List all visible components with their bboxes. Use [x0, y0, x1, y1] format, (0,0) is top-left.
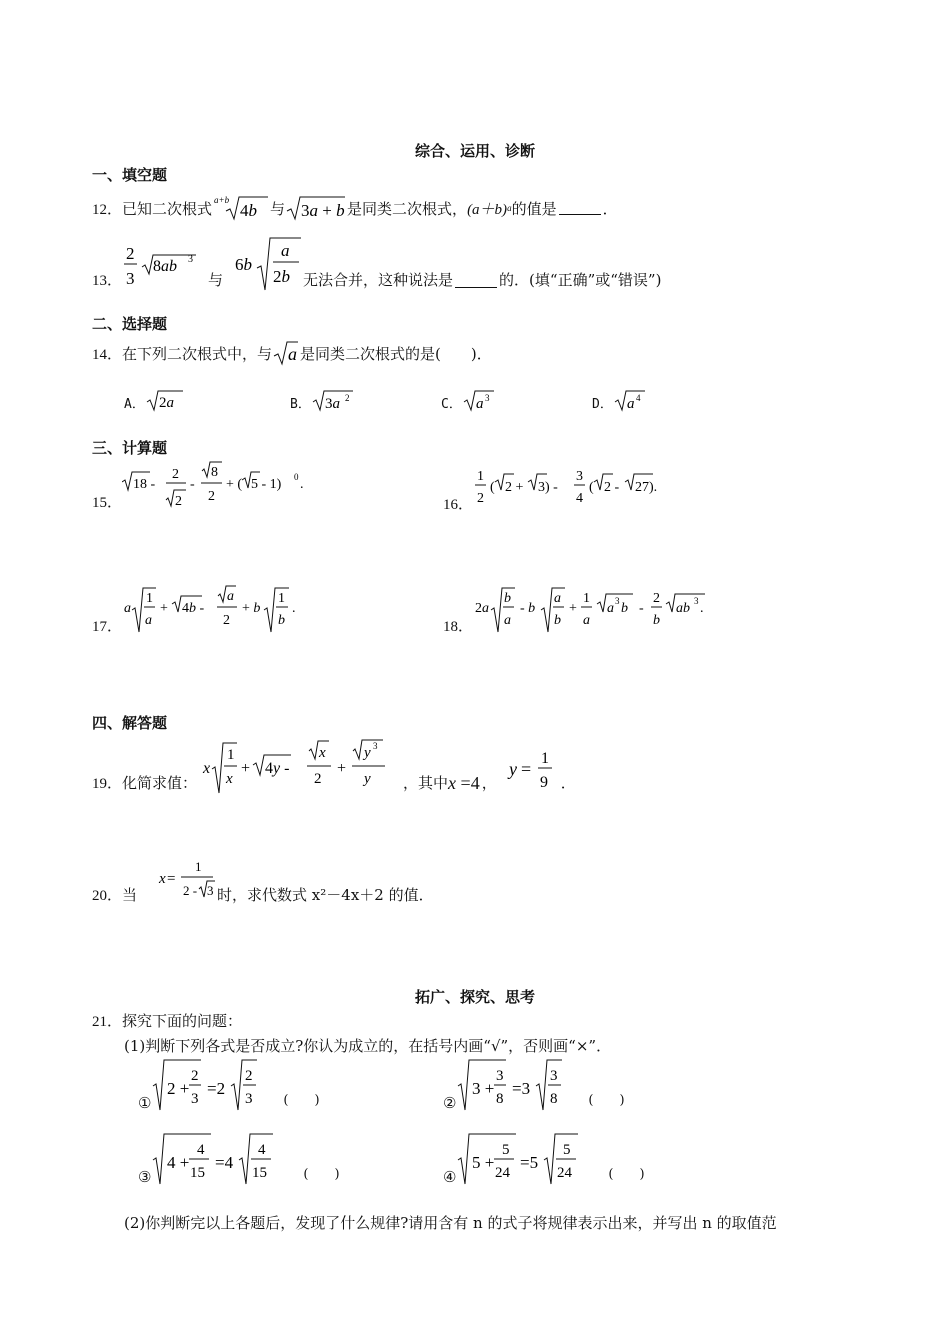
question-text: ．: [602, 199, 618, 218]
item-4: [443, 1128, 646, 1190]
svg-text:1: 1: [540, 750, 549, 767]
svg-text:a: a: [607, 601, 615, 616]
svg-text:+: +: [337, 760, 347, 777]
identity-expression: [456, 1056, 586, 1116]
svg-text:.: .: [292, 601, 296, 616]
question-text: ．: [560, 774, 576, 792]
answer-parentheses[interactable]: ( ): [608, 1167, 645, 1182]
svg-text:1: 1: [195, 859, 202, 874]
svg-text:.: .: [300, 477, 304, 492]
expression-19: [197, 737, 397, 797]
svg-text:3: 3: [550, 1068, 558, 1084]
svg-text:4: 4: [258, 1142, 266, 1158]
svg-text:4b -: 4b -: [182, 601, 205, 616]
svg-text:6b: 6b: [235, 255, 253, 274]
question-14: [92, 338, 492, 368]
question-text: 是同类二次根式的是( )．: [300, 344, 492, 363]
svg-text:1: 1: [227, 747, 235, 763]
svg-text:2: 2: [245, 1068, 253, 1084]
svg-text:2 -: 2 -: [604, 480, 620, 495]
svg-text:8: 8: [550, 1091, 558, 1107]
svg-text:2 -: 2 -: [183, 883, 198, 898]
question-21-part2: (2)你判断完以上各题后，发现了什么规律?请用含有 n 的式子将规律表示出来，并写出 n 的取值范: [124, 1214, 777, 1232]
question-number: 20．: [92, 888, 123, 904]
svg-text:1: 1: [146, 591, 154, 606]
radical-expression: [311, 386, 355, 416]
svg-text:1: 1: [278, 591, 286, 606]
question-number: 15．: [92, 495, 123, 511]
svg-text:x: x: [203, 760, 211, 777]
svg-text:2: 2: [191, 1068, 199, 1084]
svg-text:1: 1: [477, 469, 485, 484]
svg-text:27).: 27).: [635, 480, 658, 495]
svg-text:3: 3: [207, 883, 214, 898]
expression-18: [473, 582, 733, 638]
svg-text:-: -: [190, 477, 195, 492]
svg-text:9: 9: [539, 774, 548, 791]
answer-blank[interactable]: [455, 275, 497, 288]
item-marker: ②: [443, 1094, 457, 1112]
question-text: ，其中: [403, 774, 449, 792]
question-text: 的值是: [511, 199, 557, 218]
identity-expression: [151, 1130, 301, 1190]
svg-text:4 +: 4 +: [167, 1153, 190, 1172]
question-12: [92, 193, 618, 223]
question-text: 与: [208, 271, 224, 289]
svg-text:+: +: [569, 601, 577, 616]
svg-text:2 +: 2 +: [167, 1079, 190, 1098]
svg-text:a: a: [124, 601, 132, 616]
svg-text:3: 3: [191, 1091, 199, 1107]
identity-expression: [151, 1056, 281, 1116]
svg-text:15: 15: [252, 1165, 268, 1181]
option-b[interactable]: [290, 384, 355, 416]
math-condition-x: [137, 855, 217, 909]
svg-text:3: 3: [126, 269, 135, 288]
radical-expression: [613, 386, 647, 416]
svg-text:3: 3: [373, 741, 378, 751]
svg-text:3: 3: [576, 469, 584, 484]
svg-text:0: 0: [294, 472, 299, 482]
svg-text:=3: =3: [512, 1079, 531, 1098]
svg-text:3: 3: [694, 596, 699, 606]
svg-text:a: a: [281, 241, 290, 260]
fraction-radical-expression: [122, 234, 200, 294]
question-text: 是同类二次根式，: [347, 199, 468, 218]
question-text: 的．(填“正确”或“错误”): [499, 271, 662, 289]
svg-text:3: 3: [484, 393, 490, 403]
svg-text:3: 3: [245, 1091, 253, 1107]
svg-text:2a: 2a: [158, 395, 174, 411]
question-text: 无法合并，这种说法是: [303, 271, 454, 289]
svg-text:4b: 4b: [240, 201, 258, 220]
svg-text:a: a: [504, 613, 512, 628]
expression-15: [122, 460, 332, 514]
svg-text:8: 8: [211, 465, 219, 480]
svg-text:+: +: [241, 760, 251, 777]
svg-text:a: a: [227, 589, 235, 604]
section-solve: 四、解答题: [92, 714, 168, 732]
svg-text:2b: 2b: [273, 267, 291, 286]
question-21-intro: [92, 1010, 242, 1031]
svg-text:x: x: [226, 771, 233, 787]
svg-text:a: a: [288, 344, 298, 364]
svg-text:5 - 1): 5 - 1): [251, 477, 282, 492]
svg-text:a: a: [475, 396, 484, 412]
question-number: 17．: [92, 619, 123, 635]
option-label: B．: [290, 397, 311, 412]
svg-text:2a: 2a: [475, 601, 490, 616]
question-17: [92, 582, 332, 638]
question-text: ，: [481, 774, 497, 792]
expression-17: [122, 582, 332, 638]
svg-text:+: +: [160, 601, 168, 616]
item-2: [443, 1056, 626, 1116]
radical-expression: [272, 338, 300, 368]
svg-text:2: 2: [653, 591, 661, 606]
svg-text:5: 5: [502, 1142, 510, 1158]
svg-text:15: 15: [190, 1165, 206, 1181]
question-number: 19．: [92, 776, 123, 792]
svg-text:y: y: [508, 759, 517, 779]
option-label: D．: [592, 397, 613, 412]
svg-text:3: 3: [188, 254, 194, 265]
svg-text:2: 2: [344, 393, 350, 403]
question-19: [92, 733, 576, 797]
section-title-extension: 拓广、探究、思考: [414, 988, 535, 1006]
question-18: [443, 582, 733, 638]
svg-text:x: x: [319, 745, 326, 761]
radical-expression: [462, 386, 496, 416]
svg-text:3) -: 3) -: [538, 480, 558, 495]
svg-text:=5: =5: [520, 1153, 539, 1172]
svg-text:4: 4: [197, 1142, 205, 1158]
svg-text:a: a: [626, 396, 635, 412]
svg-text:4: 4: [576, 491, 584, 506]
answer-parentheses[interactable]: ( ): [283, 1093, 320, 1108]
answer-parentheses[interactable]: ( ): [588, 1093, 625, 1108]
section-calculation: 三、计算题: [92, 439, 168, 457]
svg-text:-: -: [639, 601, 644, 616]
svg-text:+ (: + (: [226, 477, 243, 492]
question-text: 当: [122, 886, 138, 904]
expression-16: [473, 462, 713, 516]
section-multiple-choice: 二、选择题: [92, 315, 168, 333]
math-expression: (a＋b): [467, 201, 508, 218]
svg-text:3: 3: [615, 596, 620, 606]
svg-text:3 +: 3 +: [472, 1079, 495, 1098]
math-condition-x: x =4: [448, 773, 480, 793]
svg-text:+ b: + b: [242, 601, 261, 616]
svg-text:18 -: 18 -: [133, 477, 156, 492]
svg-text:8: 8: [496, 1091, 504, 1107]
svg-text:3a: 3a: [324, 396, 340, 412]
math-exponent: a: [507, 203, 512, 213]
question-number: 18．: [443, 619, 474, 635]
question-text: 与: [270, 199, 286, 218]
radical-expression: [233, 234, 303, 294]
svg-text:2 +: 2 +: [505, 480, 524, 495]
question-21-part1: (1)判断下列各式是否成立?你认为成立的，在括号内画“√”，否则画“×”．: [124, 1037, 612, 1055]
svg-text:b: b: [504, 591, 512, 606]
item-3: [138, 1128, 341, 1190]
svg-text:ab: ab: [676, 601, 691, 616]
radical-expression: [145, 386, 185, 416]
svg-text:a: a: [554, 591, 562, 606]
svg-text:=4: =4: [215, 1153, 234, 1172]
svg-text:.: .: [700, 601, 704, 616]
svg-text:1: 1: [583, 591, 591, 606]
svg-text:24: 24: [557, 1165, 573, 1181]
svg-text:5 +: 5 +: [472, 1153, 495, 1172]
svg-text:2: 2: [314, 771, 322, 787]
question-text: 化简求值：: [122, 774, 198, 792]
option-label: C．: [441, 397, 462, 412]
svg-text:2: 2: [477, 491, 485, 506]
question-number: 13．: [92, 273, 123, 289]
svg-text:b: b: [278, 613, 286, 628]
answer-blank[interactable]: [559, 202, 601, 215]
question-text: 探究下面的问题：: [122, 1012, 243, 1030]
svg-text:=2: =2: [207, 1079, 226, 1098]
svg-text:a+b: a+b: [214, 195, 230, 205]
answer-parentheses[interactable]: ( ): [303, 1167, 340, 1182]
item-marker: ③: [138, 1168, 152, 1186]
svg-text:24: 24: [495, 1165, 511, 1181]
radical-expression: [285, 193, 347, 223]
svg-text:2: 2: [208, 489, 216, 504]
item-marker: ④: [443, 1168, 457, 1186]
svg-text:2: 2: [175, 494, 183, 509]
question-number: 14．: [92, 346, 123, 363]
svg-text:y: y: [364, 771, 371, 787]
question-text: 已知二次根式: [122, 199, 213, 218]
question-number: 12．: [92, 201, 123, 218]
svg-text:3a + b: 3a + b: [301, 201, 345, 220]
question-16: [443, 462, 713, 516]
svg-text:b: b: [653, 613, 661, 628]
svg-text:3: 3: [496, 1068, 504, 1084]
math-condition-y: [507, 737, 561, 797]
svg-text:a: a: [583, 613, 591, 628]
svg-text:2: 2: [172, 467, 180, 482]
question-15: [92, 460, 332, 514]
svg-text:2: 2: [126, 244, 135, 263]
question-13: [92, 234, 661, 294]
option-label: A．: [124, 397, 145, 412]
svg-text:a: a: [145, 613, 153, 628]
question-20: [92, 855, 434, 909]
svg-text:b: b: [554, 613, 562, 628]
section-title-main: 综合、运用、诊断: [414, 142, 535, 160]
svg-text:b: b: [621, 601, 629, 616]
svg-text:4: 4: [635, 393, 641, 403]
svg-text:x: x: [159, 871, 166, 887]
radical-expression: [212, 193, 270, 223]
svg-text:(: (: [490, 480, 495, 495]
svg-text:2: 2: [223, 613, 231, 628]
svg-text:8ab: 8ab: [153, 258, 178, 275]
question-text: 时，求代数式 x²－4x＋2 的值．: [217, 886, 434, 904]
svg-text:- b: - b: [520, 601, 536, 616]
question-number: 16．: [443, 497, 474, 513]
svg-text:5: 5: [563, 1142, 571, 1158]
item-1: [138, 1056, 321, 1116]
section-fill-blank: 一、填空题: [92, 166, 168, 184]
svg-text:y: y: [364, 745, 371, 761]
question-text: 在下列二次根式中，与: [122, 344, 273, 363]
svg-text:4y -: 4y -: [265, 760, 290, 777]
option-c[interactable]: [441, 384, 496, 416]
question-number: 21．: [92, 1014, 123, 1030]
item-marker: ①: [138, 1094, 152, 1112]
identity-expression: [456, 1130, 606, 1190]
svg-text:=: =: [520, 759, 531, 779]
svg-text:(: (: [589, 480, 594, 495]
option-d[interactable]: [592, 384, 647, 416]
svg-text:=: =: [167, 871, 176, 887]
option-a[interactable]: [124, 386, 185, 416]
